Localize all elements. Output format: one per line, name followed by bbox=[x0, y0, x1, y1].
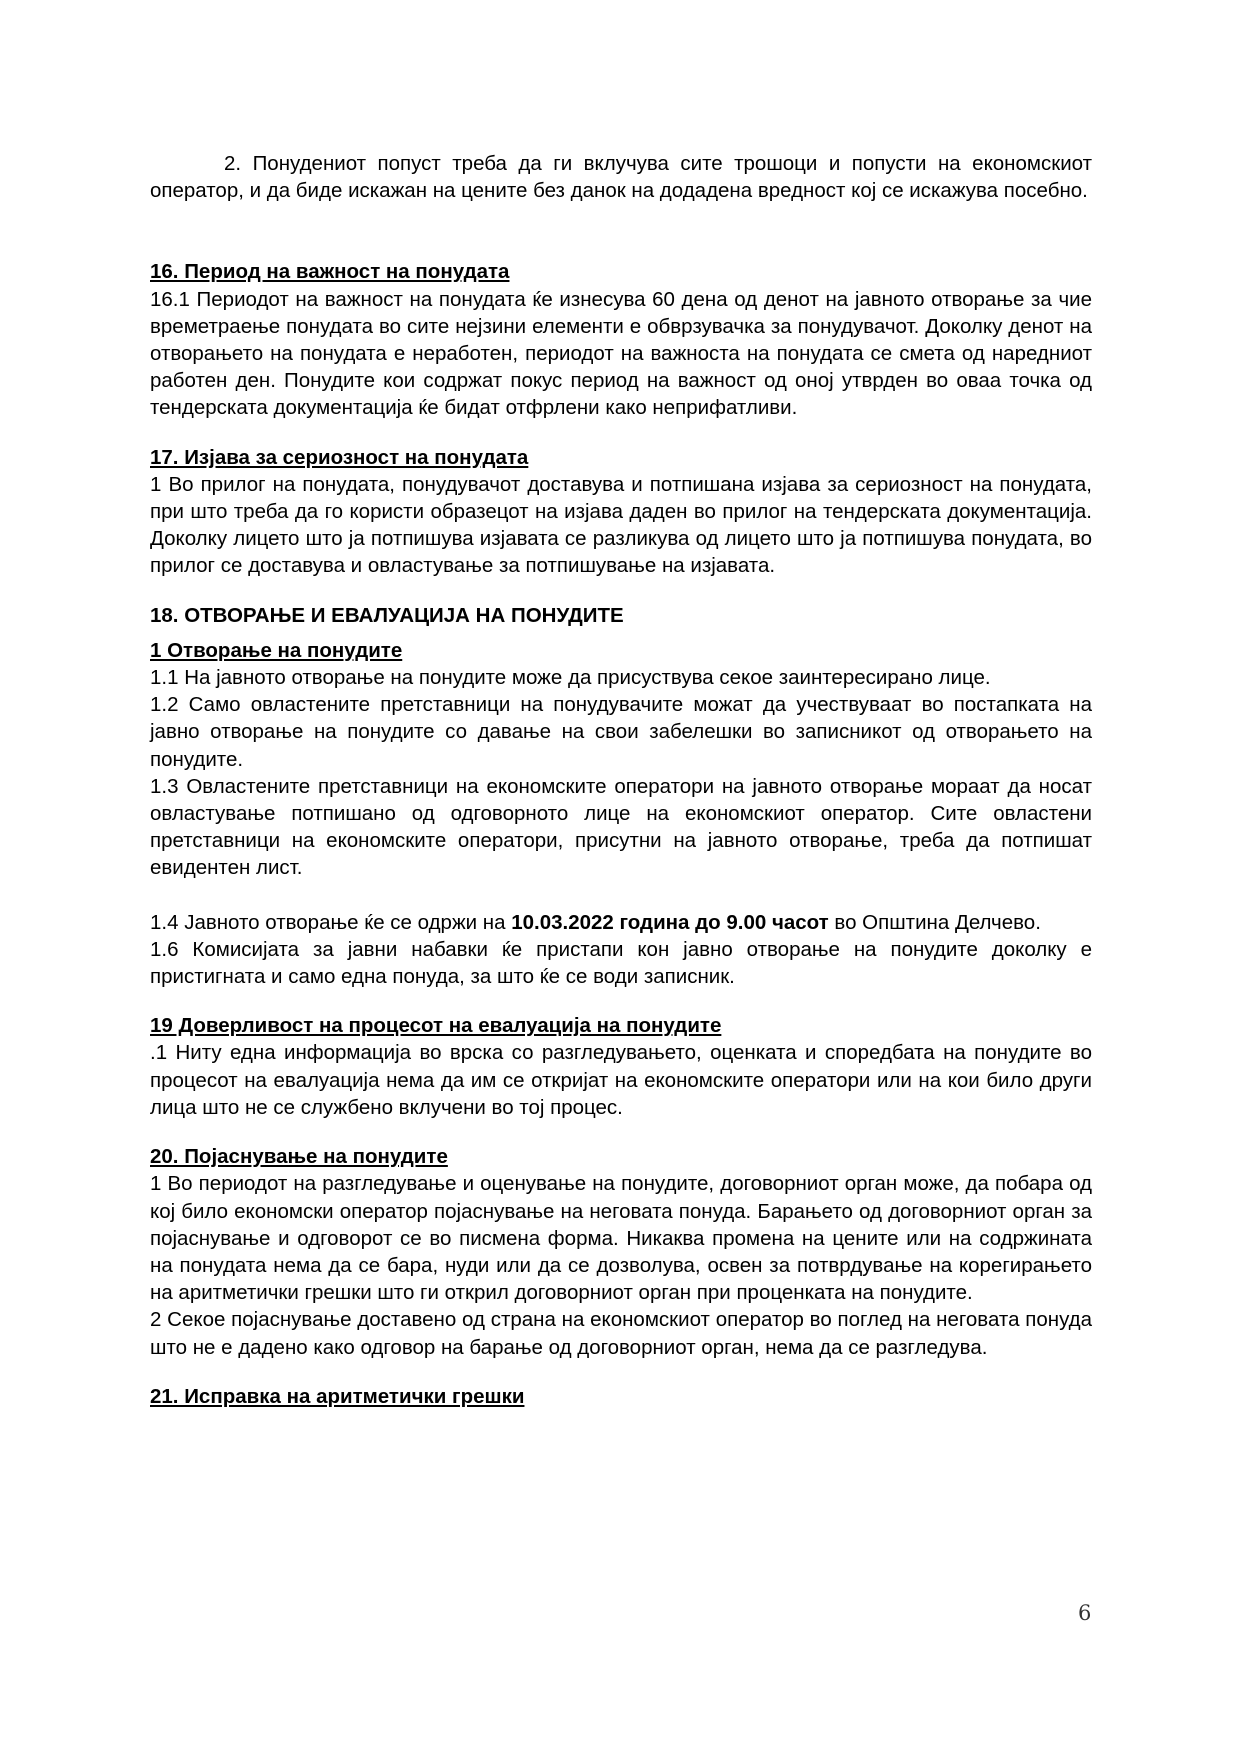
section-17-heading: 17. Изјава за сериозност на понудата bbox=[150, 445, 529, 469]
section-21-heading: 21. Исправка на аритметички грешки bbox=[150, 1384, 525, 1408]
opening-date: 10.03.2022 година до 9.00 часот bbox=[511, 910, 829, 934]
spacer bbox=[150, 990, 1092, 1012]
section-20-paragraph-1: 1 Во периодот на разгледување и оценување на понудите, договорниот орган може, да побара од кој било економски оператор појаснување на неговата понуда. Барањето од договорниот орган за појаснување и одговорот се во писмена форма. Никаква промена на цените или на содржината на понудата нема да се бара, нуди или да се дозволува, освен за потврдување на корегирањето на аритметички грешки што ги открил договорниот орган при проценката на понудите. bbox=[150, 1172, 1092, 1305]
spacer bbox=[150, 882, 1092, 909]
section-16-paragraph-1: 16.1 Периодот на важност на понудата ќе изнесува 60 дена од денот на јавното отворање за чие времетраење понудата во сите нејзини елементи е обврзувачка за понудувачот. Доколку денот на отворањето на понудата е неработен, периодот на важноста на понудата се смета од наредниот работен ден. Понудите кои содржат покус период на важност од оној утврден во оваа точка од тендерската документација ќе бидат отфрлени како неприфатливи. bbox=[150, 287, 1092, 420]
section-20-paragraph-2: 2 Секое појаснување доставено од страна на економскиот оператор во поглед на неговата понуда што не е дадено како одговор на барање од договорниот орган, нема да се разгледува. bbox=[150, 1308, 1092, 1359]
spacer bbox=[150, 580, 1092, 602]
opening-text-end: во Општина Делчево. bbox=[828, 910, 1041, 934]
section-16-heading: 16. Период на важност на понудата bbox=[150, 260, 510, 284]
section-18-paragraph-1-1: 1.1 На јавното отворање на понудите може да присуствува секое заинтересирано лице. bbox=[150, 666, 991, 690]
opening-text-start: 1.4 Јавното отворање ќе се одржи на bbox=[150, 910, 512, 934]
section-18-paragraph-1-6: 1.6 Комисијата за јавни набавки ќе пристапи кон јавно отворање на понудите доколку е пристигната и само една понуда, за што ќе се води записник. bbox=[150, 937, 1092, 989]
section-19-heading: 19 Доверливост на процесот на евалуација на понудите bbox=[150, 1014, 722, 1038]
section-18-paragraph-1-4 bbox=[150, 909, 1092, 936]
spacer bbox=[150, 1121, 1092, 1143]
section-19-paragraph-1: .1 Ниту една информација во врска со разгледувањето, оценката и споредбата на понудите во процесот на евалуација нема да им се откријат на економските оператори или на кои било други лица што не се службено вклучени во тој процес. bbox=[150, 1041, 1092, 1119]
intro-paragraph-2: 2. Понудениот попуст треба да ги вклучува сите трошоци и попусти на економскиот оператор, и да биде искажан на цените без данок на додадена вредност кој се искажува посебно. bbox=[150, 152, 1092, 203]
document-page bbox=[150, 150, 1092, 1410]
spacer bbox=[150, 422, 1092, 444]
section-17-paragraph-1: 1 Во прилог на понудата, понудувачот доставува и потпишана изјава за сериозност на понудата, при што треба да го користи образецот на изјава даден во прилог на тендерската документација. Доколку лицето што ја потпишува изјавата се разликува од лицето што ја потпишува понудата, во прилог се доставува и овластување за потпишување на изјавата. bbox=[150, 472, 1092, 578]
section-18-paragraph-1-2: 1.2 Само овластените претставници на понудувачите можат да учествуваат во постапката на јавно отворање на понудите со давање на свои забелешки во записникот од отворањето на понудите. bbox=[150, 693, 1092, 771]
spacer bbox=[150, 629, 1092, 637]
spacer bbox=[150, 1361, 1092, 1383]
section-18-subheading-1: 1 Отворање на понудите bbox=[150, 638, 403, 662]
spacer bbox=[150, 204, 1092, 258]
page-number: 6 bbox=[1078, 1601, 1092, 1625]
section-18-heading: 18. ОТВОРАЊЕ И ЕВАЛУАЦИЈА НА ПОНУДИТЕ bbox=[150, 603, 624, 627]
section-20-heading: 20. Појаснување на понудите bbox=[150, 1145, 448, 1169]
section-18-paragraph-1-3: 1.3 Овластените претставници на економските оператори на јавното отворање мораат да носат овластување потпишано од одговорното лице на економскиот оператор. Сите овластени претставници на економските оператори, присутни на јавното отворање, треба да потпишат евидентен лист. bbox=[150, 774, 1092, 880]
